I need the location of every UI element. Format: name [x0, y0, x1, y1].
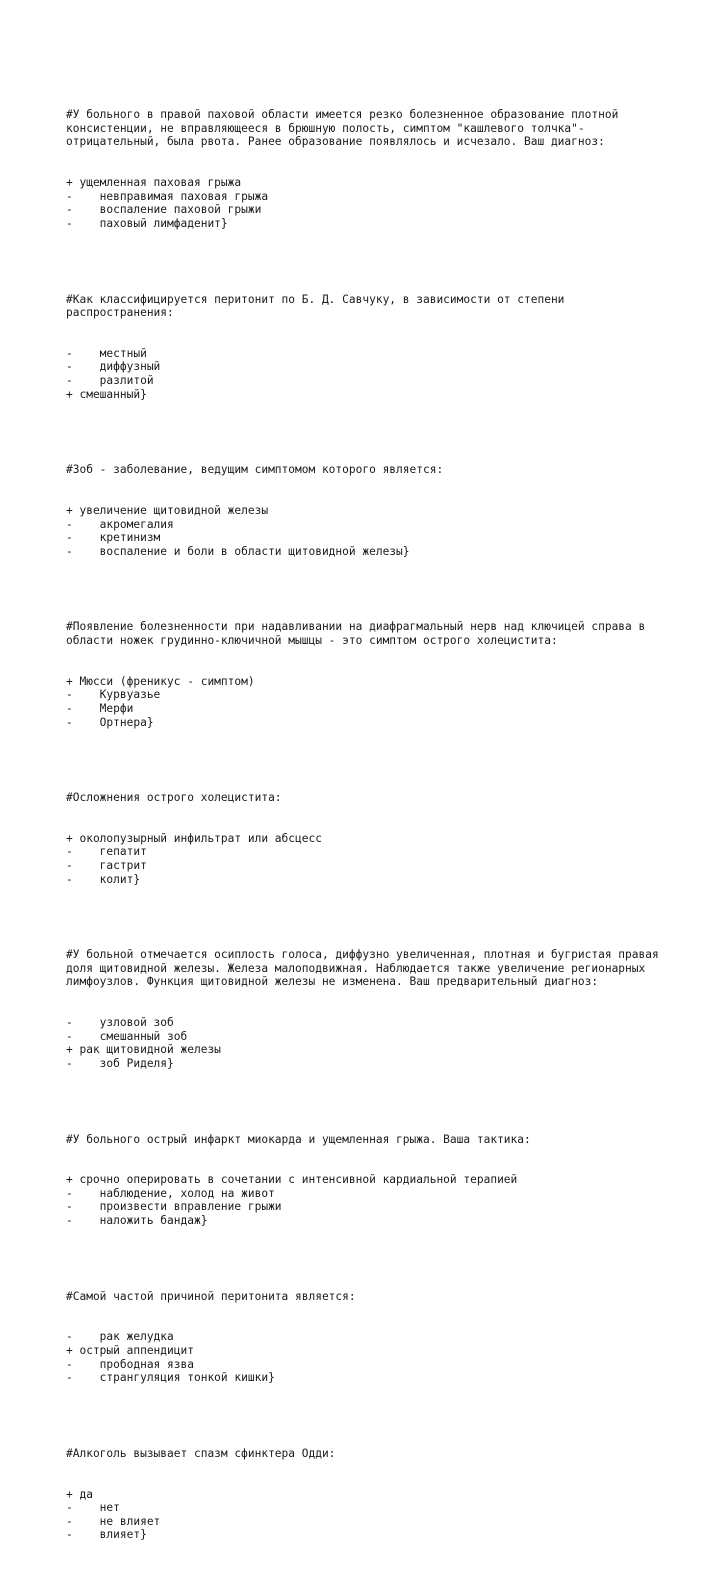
answer-options — [66, 1330, 666, 1384]
question-block-2 — [66, 265, 666, 428]
answer-option: + да — [66, 1487, 93, 1501]
question-block-8 — [66, 1262, 666, 1412]
answer-option: - гепатит — [66, 845, 147, 859]
question-block-3 — [66, 436, 666, 586]
question-text: #Появление болезненности при надавливании на диафрагмальный нерв над ключицей справа в области ножек грудинно-ключичной мышцы - это симптом острого холецистита: — [66, 620, 652, 647]
answer-option: - кретинизм — [66, 531, 161, 545]
answer-option: - разлитой — [66, 374, 154, 388]
question-text: #Самой частой причиной перитонита является: — [66, 1289, 356, 1303]
answer-option: - зоб Риделя} — [66, 1056, 174, 1070]
answer-option: - акромегалия — [66, 517, 174, 531]
answer-options — [66, 176, 666, 230]
answer-option: - влияет} — [66, 1528, 147, 1542]
answer-option: - Мерфи — [66, 701, 134, 715]
question-block-9 — [66, 1420, 666, 1570]
answer-options — [66, 675, 666, 729]
answer-option: + острый аппендицит — [66, 1344, 194, 1357]
answer-option: - воспаление и боли в области щитовидной железы} — [66, 544, 410, 558]
question-block-5 — [66, 764, 666, 914]
answer-options — [66, 347, 666, 401]
document-page — [66, 81, 666, 1577]
answer-option: + рак щитовидной железы — [66, 1043, 221, 1057]
answer-option: - колит} — [66, 872, 141, 886]
answer-option: - местный — [66, 346, 147, 360]
answer-options — [66, 1173, 666, 1227]
answer-option: + Мюсси (френикус - симптом) — [66, 674, 255, 688]
answer-option: - Ортнера} — [66, 715, 154, 729]
answer-option: + ущемленная паховая грыжа — [66, 176, 242, 190]
answer-option: - узловой зоб — [66, 1016, 174, 1030]
answer-option: - не влияет — [66, 1514, 161, 1528]
answer-options — [66, 832, 666, 886]
question-text: #У больного в правой паховой области имеется резко болезненное образование плотной консистенции, не вправляющееся в брюшную полость, симптом "кашлевого толчка"- отрицательный, была рвота. Ранее образование появлялось и исчезало. Ваш диагноз: — [66, 108, 626, 149]
answer-options — [66, 1016, 666, 1070]
question-text: #Алкоголь вызывает спазм сфинктера Одди: — [66, 1446, 336, 1460]
answer-option: - наложить бандаж} — [66, 1214, 208, 1228]
answer-options — [66, 1488, 666, 1542]
answer-option: - невправимая паховая грыжа — [66, 189, 269, 203]
answer-option: - наблюдение, холод на живот — [66, 1186, 275, 1200]
answer-option: - смешанный зоб — [66, 1029, 188, 1043]
answer-option: + увеличение щитовидной железы — [66, 504, 269, 517]
answer-option: - нет — [66, 1501, 120, 1515]
answer-option: + смешанный} — [66, 387, 147, 401]
answer-option: - Курвуазье — [66, 688, 161, 702]
answer-option: - рак желудка — [66, 1330, 174, 1344]
answer-option: - прободная язва — [66, 1357, 194, 1371]
answer-option: - воспаление паховой грыжи — [66, 203, 262, 217]
question-block-6 — [66, 921, 666, 1098]
question-text: #Как классифицируется перитонит по Б. Д. Савчуку, в зависимости от степени распространения: — [66, 292, 572, 320]
answer-option: - произвести вправление грыжи — [66, 1200, 282, 1214]
question-block-7 — [66, 1105, 666, 1255]
question-block-1 — [66, 81, 666, 258]
answer-option: - странгуляция тонкой кишки} — [66, 1371, 275, 1385]
answer-options — [66, 504, 666, 558]
question-text: #У больного острый инфаркт миокарда и ущемленная грыжа. Ваша тактика: — [66, 1132, 531, 1146]
answer-option: + срочно оперировать в сочетании с интенсивной кардиальной терапией — [66, 1173, 518, 1187]
answer-option: - диффузный — [66, 360, 161, 374]
answer-option: + околопузырный инфильтрат или абсцесс — [66, 831, 322, 845]
question-text: #Осложнения острого холецистита: — [66, 791, 282, 805]
question-text: #Зоб - заболевание, ведущим симптомом которого является: — [66, 463, 444, 477]
answer-option: - паховый лимфаденит} — [66, 216, 228, 230]
question-block-4 — [66, 593, 666, 756]
question-text: #У больной отмечается осиплость голоса, диффузно увеличенная, плотная и бугристая правая доля щитовидной железы. Железа малоподвижная. Наблюдается также увеличение регионарных лимфоузлов. Функция щитовидной железы не изменена. Ваш предварительный диагноз: — [66, 948, 666, 989]
answer-option: - гастрит — [66, 859, 147, 873]
